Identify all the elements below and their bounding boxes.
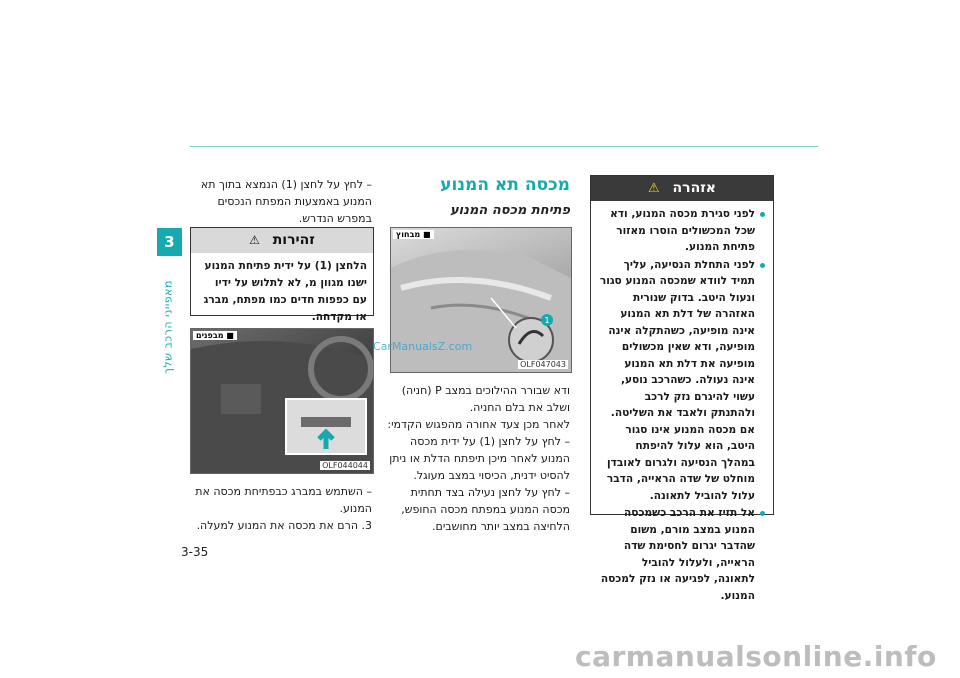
left-step: – השתמש במברג כבפתיחת מכסה את המנוע. (195, 485, 372, 515)
page-number: 3-35 (181, 545, 209, 559)
section-subtitle: פתיחת מכסה המנוע (449, 203, 570, 218)
warning-item: אל תזיז את הרכב כשמכסה המנוע במצב מורם, משום שהדבר יגרום לחסימת שדה הראייה, ולעלול להוביל לתאונה, לפגיעה או נזק למכסה המנוע. (598, 505, 765, 604)
warning-item: לפני התחלת הנסיעה, עליך תמיד לוודא שמכסה המנוע סגור ונעול היטב. בדוק שנורית האזהרה של דלת תא המנוע אינה מופיעה, כשהתקלה אינה מופיעה, ודא שאין מכשולים מופיעה את דלת תא המנוע אינה נעולה. כשהרכב נוסע, עשוי להיגרם נזק לרכב ולהתנתק ולאבד את השליטה. אם מכסה המנוע אינו סגור היטב, הוא עלול להיפתח במהלך הנסיעה ולגרום לאובדן מוחלט של שדה הראייה, הדבר עלול להוביל לתאונה. (598, 257, 765, 505)
left-step: 3. הרם את מכסה את המנוע למעלה. (196, 519, 372, 532)
figure-tag: ■ מבחוץ (393, 230, 434, 239)
step-2: לאחר מכן צעד אחורה מהפגוש הקדמי: (387, 418, 570, 431)
footer-watermark: carmanualsonline.info (575, 640, 937, 673)
steps-block (385, 382, 570, 535)
warning-box (590, 175, 774, 602)
figure-code: OLF044044 (322, 461, 368, 470)
caution-text: הלחצן (1) על ידית פתיחת המנוע ישנו מגוון מ, לא לתלוש על ידיו עם כפפות חדים כמו מפתח, מברג או מקדחה. (203, 260, 367, 323)
step-2b: – לחץ על לחצן נעילה בצד תחתית מכסה המנוע במפתח מכסה החופש, הלחיצה במצב יותר מחושבים. (401, 486, 570, 533)
section-title: מכסה תא המנוע (440, 175, 570, 195)
warning-triangle-icon: ⚠ (648, 181, 660, 196)
figure-tag: ■ מבפנים (193, 331, 237, 340)
left-intro: – לחץ על לחצן (1) הנמצא בתוך תא המנוע באמצעות המפתח הנכסים במפרש הנדרש. (200, 178, 372, 225)
warning-body (591, 201, 773, 604)
step-1: ודא שבורר ההילוכים במצב P (חניה) ושלב את בלם החניה. (401, 384, 570, 414)
svg-text:1: 1 (544, 316, 550, 325)
warning-item: לפני סגירת מכסה המנוע, ודא שכל המכשולים הוסרו מאזור פתיחת המנוע. (598, 206, 765, 256)
warning-header (591, 176, 773, 201)
figure-interior (190, 328, 374, 474)
header-rule (190, 146, 818, 147)
chapter-title: מאפייני הרכב שלך (161, 280, 175, 374)
watermark: CarManualsZ.com (373, 340, 473, 353)
figure-code: OLF047043 (520, 360, 566, 369)
caution-triangle-icon: ⚠ (249, 233, 260, 247)
left-steps (187, 483, 372, 534)
chapter-number-tab: 3 (157, 228, 182, 256)
caution-box (190, 227, 374, 323)
caution-title: זהירות (272, 232, 315, 248)
chapter-title-vertical (151, 262, 185, 392)
caution-header (191, 228, 373, 253)
step-2a: – לחץ על לחצן (1) על ידית מכסה המנוע לאחר מיכן תיפתח הדלת או ניתן להסיט ידנית, הכיסוי במצב מעוגל. (389, 435, 570, 482)
warning-title: אזהרה (672, 180, 716, 196)
dashboard-illustration (191, 329, 373, 473)
